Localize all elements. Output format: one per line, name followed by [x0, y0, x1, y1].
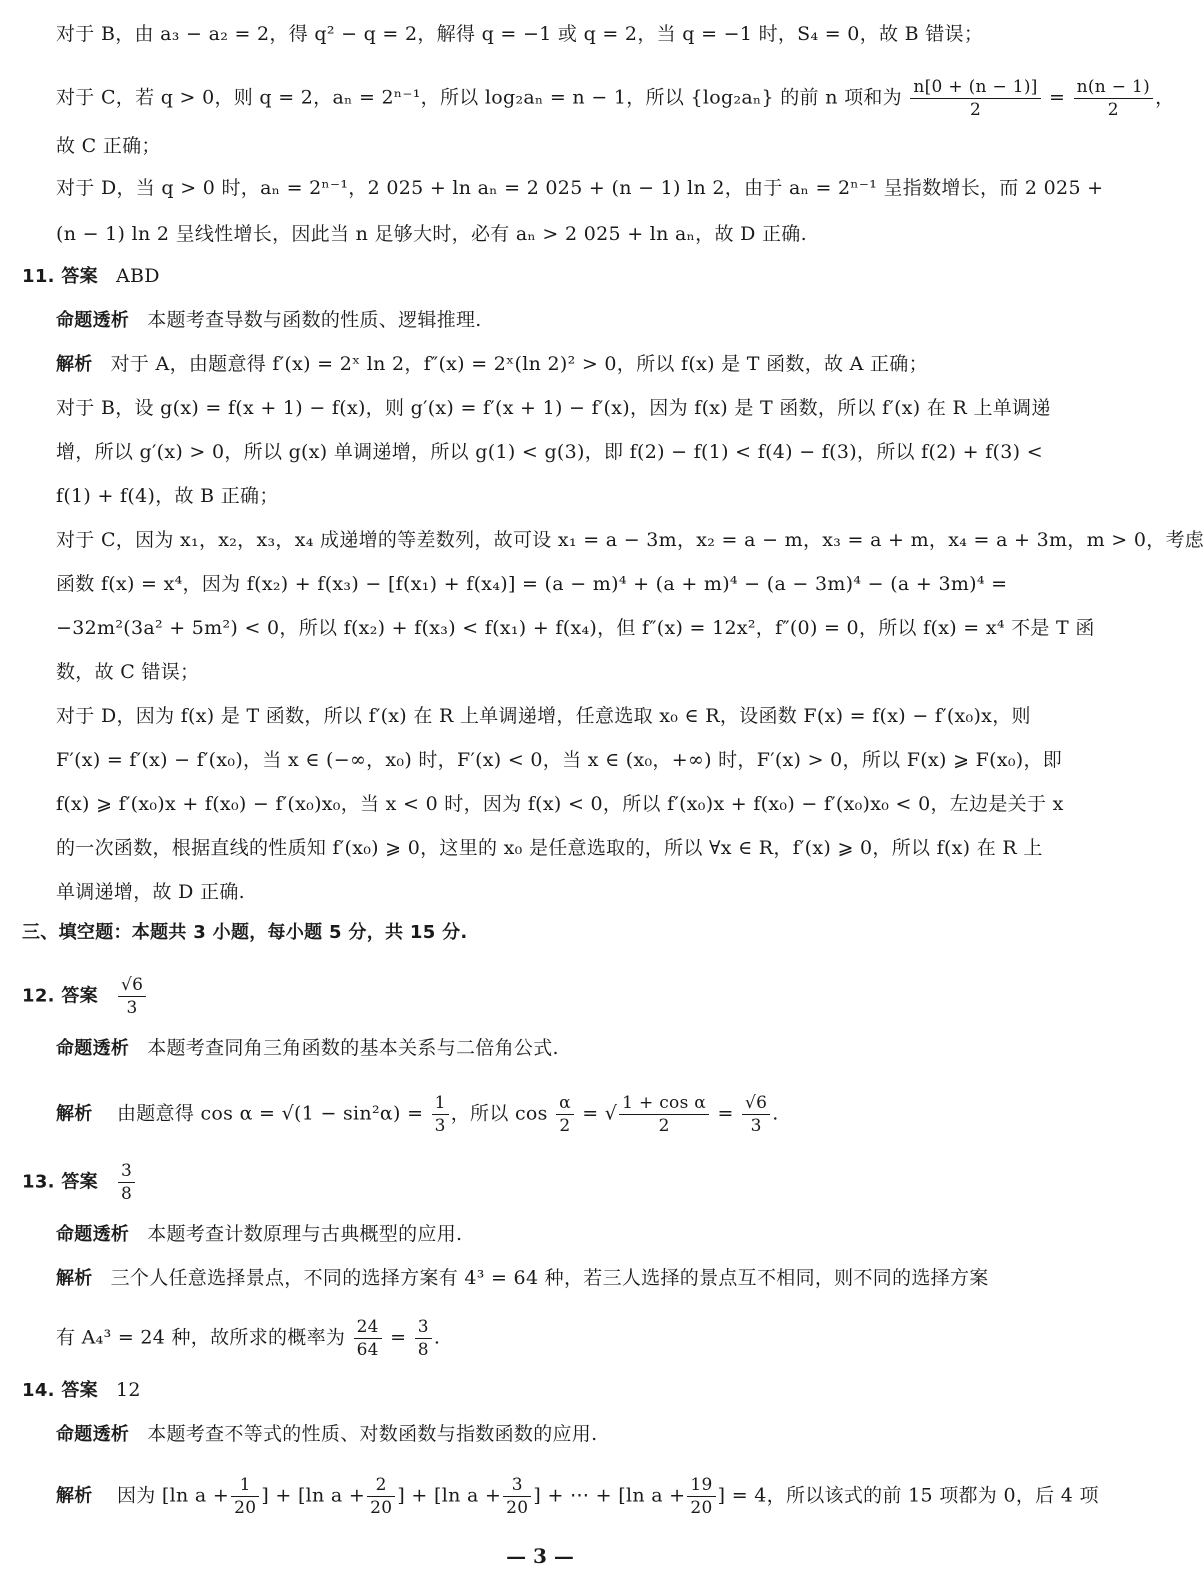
- text: 对于 C，若 q > 0，则 q = 2，aₙ = 2ⁿ⁻¹，所以 log₂aₙ = n − 1，所以 {log₂aₙ} 的前 n 项和为: [56, 86, 902, 109]
- text-line: f(1) + f(4)，故 B 正确；: [56, 485, 279, 507]
- analysis-line: 解析 因为 [ln a + $\frac{1}{20}$ ] + [ln a + $\frac{2}{20}$ ] + [ln a + $\frac{3}{20}$ ] + ⋯ + [ln a + $\frac{19}{20}$ ] = 4，所以该式的前 15 项都为 0，后 4 项: [56, 1475, 1099, 1518]
- answer-label: 11. 答案: [22, 266, 98, 287]
- fraction: $\frac{19}{20}$: [687, 1474, 715, 1519]
- fraction: $\frac{\alpha}{2}$: [556, 1092, 574, 1137]
- analysis-label: 解析: [56, 1103, 93, 1125]
- answer-value: $\frac{3}{8}$: [118, 1160, 135, 1205]
- fraction: $\frac{n(n - 1)}{2}$: [1074, 76, 1153, 121]
- text-line: f(x) ⩾ f′(x₀)x + f(x₀) − f′(x₀)x₀，当 x < 0 时，因为 f(x) < 0，所以 f′(x₀)x + f(x₀) − f′(x₀)x₀ < 0，左边是关于 x: [56, 793, 1064, 815]
- text: 对于 D，当 q > 0 时，aₙ = 2ⁿ⁻¹，2 025 + ln aₙ = 2 025 + (n − 1) ln 2，由于 aₙ = 2ⁿ⁻¹ 呈指数增长，而 2 025 +: [56, 177, 1104, 199]
- intent-label: 命题透析: [56, 1038, 130, 1059]
- intent-label: 命题透析: [56, 1224, 130, 1245]
- fraction: $\frac{3}{8}$: [415, 1316, 432, 1361]
- text-line: [0, 220, 1080, 248]
- text-line: 对于 D，因为 f(x) 是 T 函数，所以 f′(x) 在 R 上单调递增，任意选取 x₀ ∈ R，设函数 F(x) = f(x) − f′(x₀)x，则: [56, 705, 1031, 727]
- text: (n − 1) ln 2 呈线性增长，因此当 n 足够大时，必有 aₙ > 2 025 + ln aₙ，故 D 正确.: [56, 223, 807, 245]
- text-line: 增，所以 g′(x) > 0，所以 g(x) 单调递增，所以 g(1) < g(3)，即 f(2) − f(1) < f(4) − f(3)，所以 f(2) + f(3) <: [56, 441, 1043, 463]
- intent-label: 命题透析: [56, 1424, 130, 1445]
- analysis-line: 解析 三个人任意选择景点，不同的选择方案有 4³ = 64 种，若三人选择的景点互不相同，则不同的选择方案: [56, 1267, 989, 1289]
- answer-label: 12. 答案: [22, 985, 98, 1007]
- text-line: −32m²(3a² + 5m²) < 0，所以 f(x₂) + f(x₃) < f(x₁) + f(x₄)，但 f″(x) = 12x²，f″(0) = 0，所以 f(x) = x⁴ 不是 T 函: [56, 617, 1095, 639]
- text-line: 对于 B，设 g(x) = f(x + 1) − f(x)，则 g′(x) = f′(x + 1) − f′(x)，因为 f(x) 是 T 函数，所以 f′(x) 在 R 上单调递: [56, 397, 1051, 419]
- page-number: — 3 —: [506, 1544, 574, 1568]
- analysis-line: 解析 由题意得 cos α = √(1 − sin²α) = $\frac{1}{3}$ ，所以 cos $\frac{\alpha}{2}$ = √ $\frac{\text{1 + cos α}}{2}$ = $\frac{√6}{3}$ .: [56, 1093, 779, 1136]
- text-line: 对于 C，若 q > 0，则 q = 2，aₙ = 2ⁿ⁻¹，所以 log₂aₙ = n − 1，所以 {log₂aₙ} 的前 n 项和为 $\frac{n[0 + (n - 1)]}{2}$ = $\frac{n(n - 1)}{2}$ ，: [56, 77, 1175, 120]
- text-line: [0, 20, 1080, 48]
- text-line: 有 A₄³ = 24 种，故所求的概率为 $\frac{24}{64}$ = $\frac{3}{8}$ .: [56, 1317, 441, 1360]
- answer-13: [0, 1160, 1080, 1205]
- answer-label: 14. 答案: [22, 1380, 98, 1401]
- text-line: F′(x) = f′(x) − f′(x₀)，当 x ∈ (−∞，x₀) 时，F′(x) < 0，当 x ∈ (x₀，+∞) 时，F′(x) > 0，所以 F(x) ⩾ F(x₀)，即: [56, 749, 1063, 771]
- answer-14: [0, 1376, 1080, 1405]
- intent-line: 命题透析 本题考查计数原理与古典概型的应用.: [56, 1223, 463, 1245]
- section-heading: 三、填空题：本题共 3 小题，每小题 5 分，共 15 分.: [22, 922, 468, 943]
- fraction: $\frac{√6}{3}$: [742, 1092, 770, 1137]
- answer-value: 12: [115, 1379, 141, 1401]
- analysis-label: 解析: [56, 1268, 93, 1289]
- answer-12: [0, 974, 1080, 1019]
- fraction: $\frac{2}{20}$: [367, 1474, 395, 1519]
- answer-11: [0, 262, 1080, 291]
- analysis-label: 解析: [56, 1485, 93, 1507]
- text-line: [0, 174, 1104, 202]
- fraction: $\frac{n[0 + (n - 1)]}{2}$: [910, 76, 1040, 121]
- fraction: $\frac{3}{20}$: [503, 1474, 531, 1519]
- fraction: $\frac{1}{20}$: [231, 1474, 259, 1519]
- answer-value: $\frac{√6}{3}$: [118, 974, 146, 1019]
- answer-label: 13. 答案: [22, 1171, 98, 1193]
- fraction: $\frac{24}{64}$: [354, 1316, 382, 1361]
- text-line: 对于 C，因为 x₁，x₂，x₃，x₄ 成递增的等差数列，故可设 x₁ = a − 3m，x₂ = a − m，x₃ = a + m，x₄ = a + 3m，m > 0，考虑: [56, 529, 1204, 551]
- intent-line: 命题透析 本题考查导数与函数的性质、逻辑推理.: [56, 309, 482, 331]
- text-line: 的一次函数，根据直线的性质知 f′(x₀) ⩾ 0，这里的 x₀ 是任意选取的，所以 ∀x ∈ R，f′(x) ⩾ 0，所以 f(x) 在 R 上: [56, 837, 1043, 859]
- intent-label: 命题透析: [56, 310, 130, 331]
- analysis-label: 解析: [56, 354, 93, 375]
- intent-line: 命题透析 本题考查同角三角函数的基本关系与二倍角公式.: [56, 1037, 559, 1059]
- fraction: $\frac{1}{3}$: [432, 1092, 449, 1137]
- text: 故 C 正确；: [56, 135, 161, 157]
- intent-line: 命题透析 本题考查不等式的性质、对数函数与指数函数的应用.: [56, 1423, 598, 1445]
- text-line: 函数 f(x) = x⁴，因为 f(x₂) + f(x₃) − [f(x₁) + f(x₄)] = (a − m)⁴ + (a + m)⁴ − (a − 3m)⁴ − (a + 3m)⁴ =: [56, 573, 1008, 595]
- text-line: 单调递增，故 D 正确.: [56, 881, 245, 903]
- text: 对于 B，由 a₃ − a₂ = 2，得 q² − q = 2，解得 q = −1 或 q = 2，当 q = −1 时，S₄ = 0，故 B 错误；: [56, 23, 984, 45]
- analysis-line: 解析 对于 A，由题意得 f′(x) = 2ˣ ln 2，f″(x) = 2ˣ(ln 2)² > 0，所以 f(x) 是 T 函数，故 A 正确；: [56, 353, 928, 375]
- text-line: 数，故 C 错误；: [56, 661, 200, 683]
- answer-value: ABD: [115, 265, 160, 287]
- text-line: [0, 132, 1080, 160]
- fraction: $\frac{\text{1 + cos α}}{2}$: [619, 1092, 709, 1137]
